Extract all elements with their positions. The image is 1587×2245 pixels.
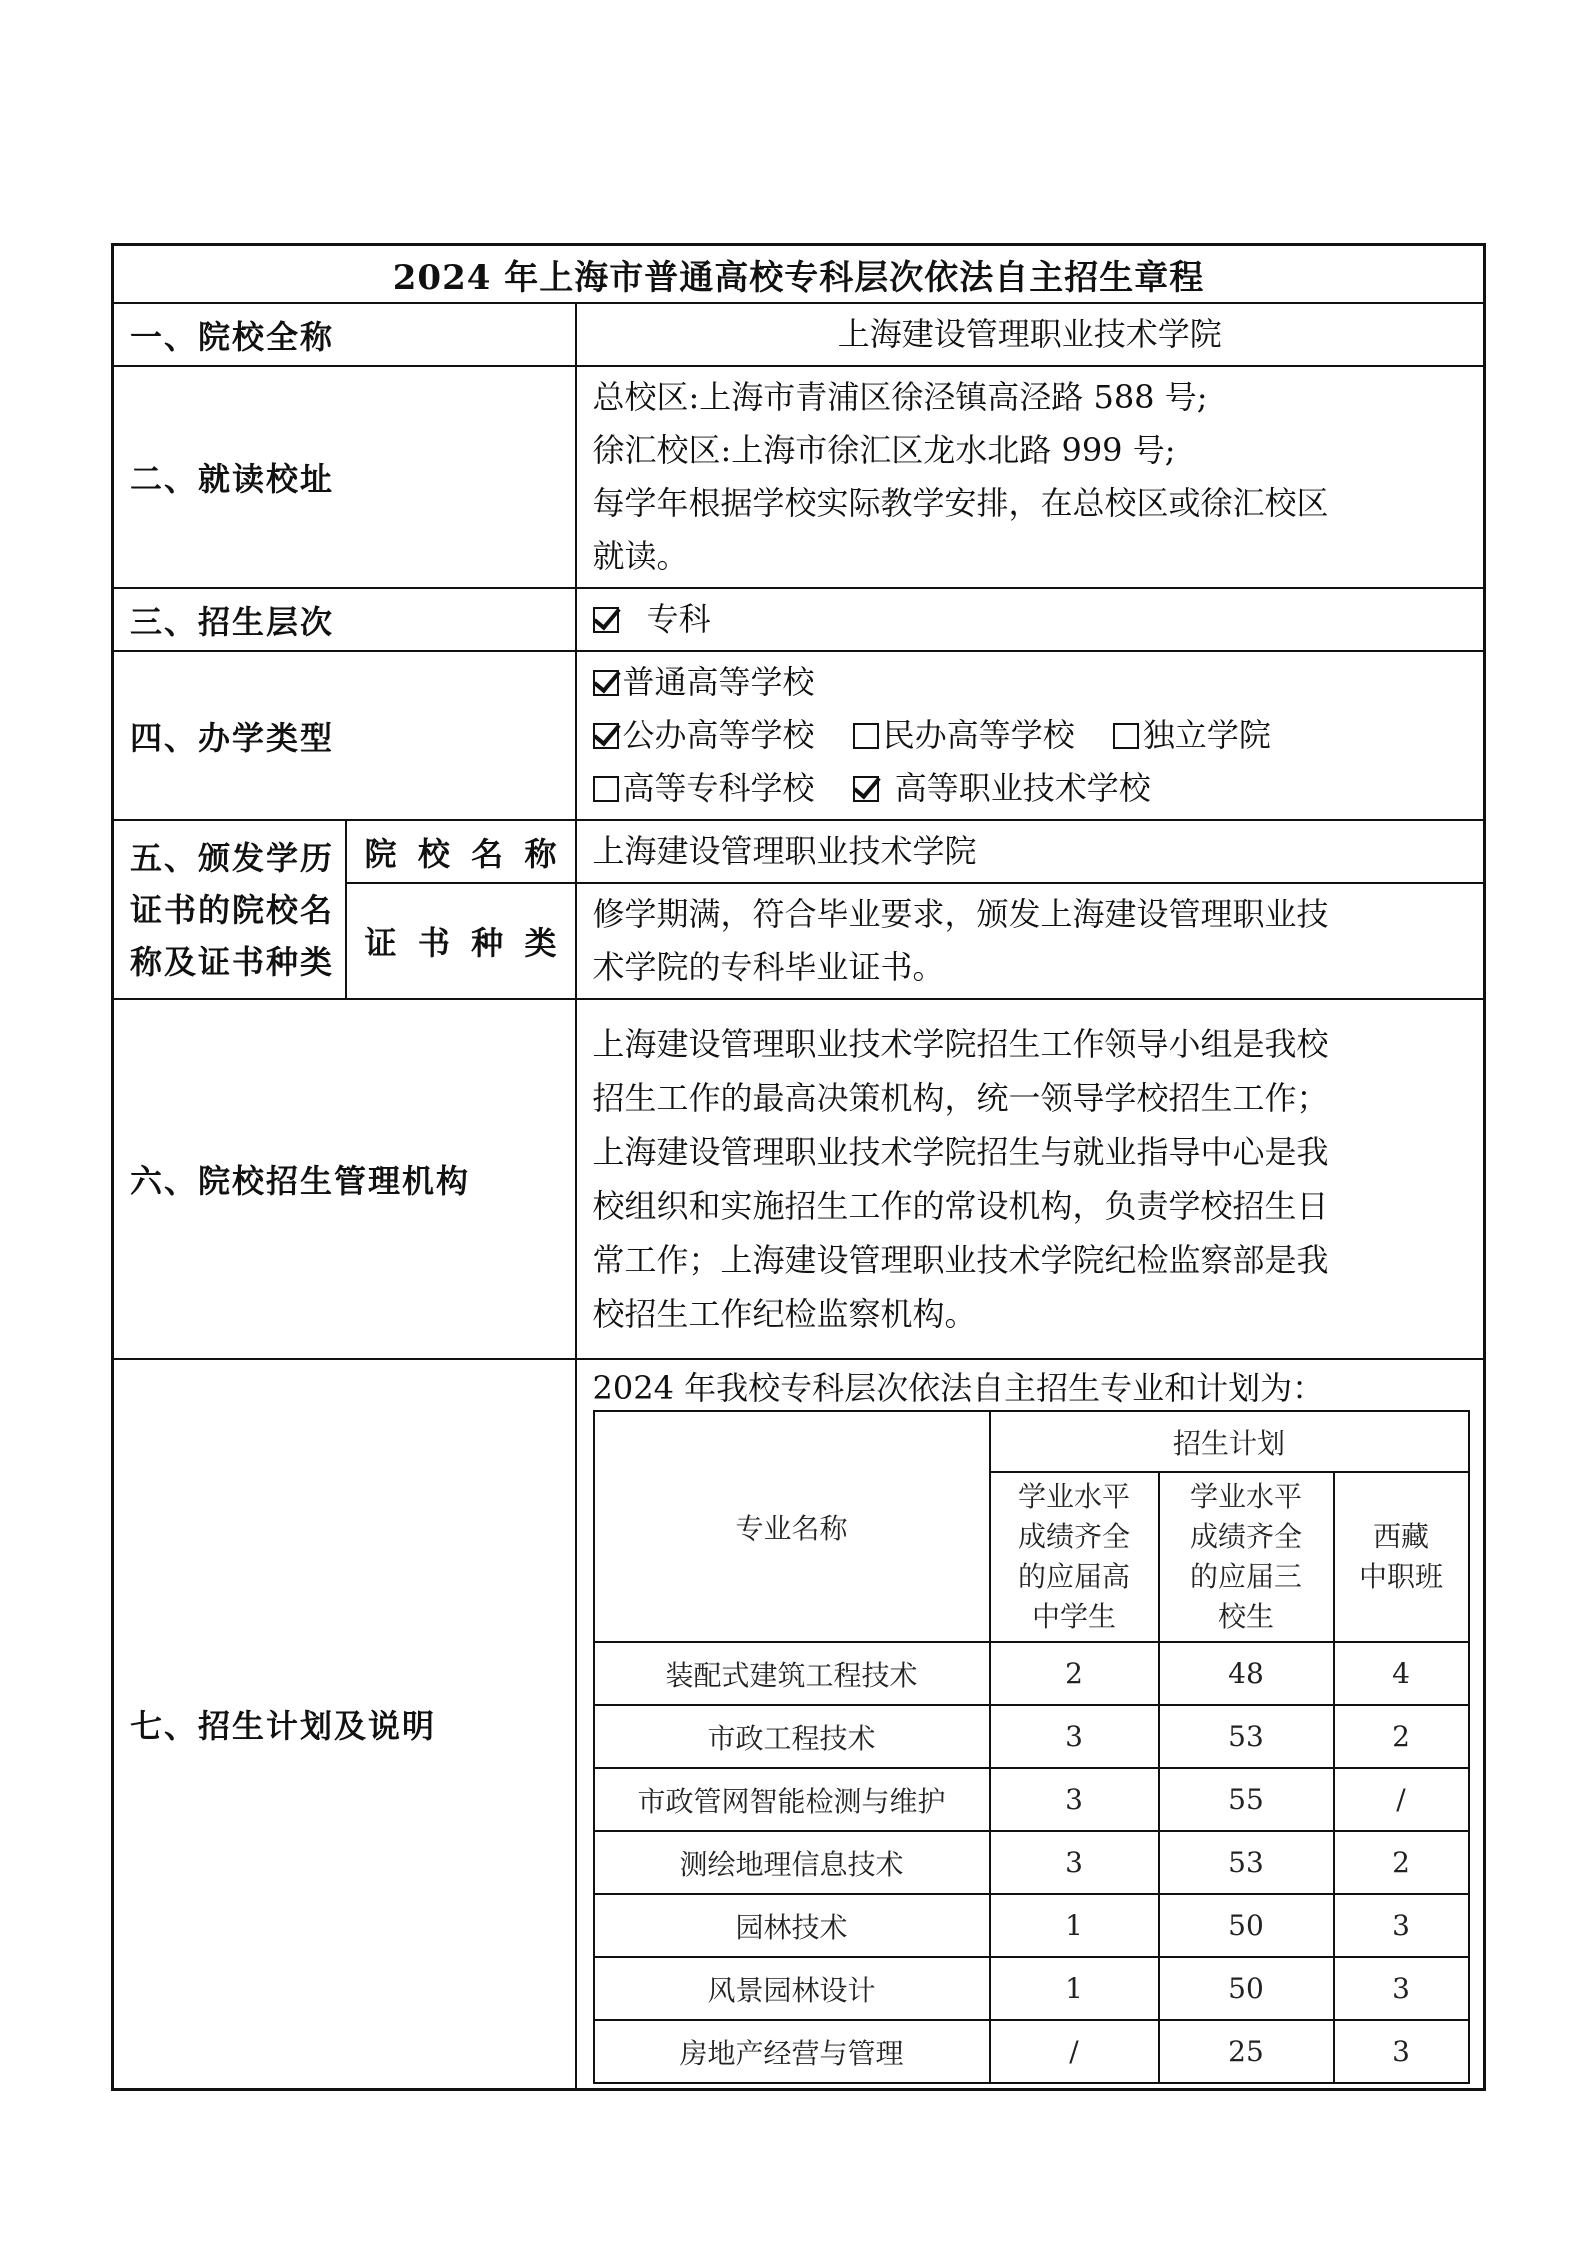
type-option: 高等职业技术学校 bbox=[894, 769, 1151, 807]
value-level bbox=[576, 588, 1485, 651]
label-certificate-type: 证书种类 bbox=[346, 883, 576, 999]
row-address bbox=[113, 366, 1485, 588]
certificate-type-line: 修学期满，符合毕业要求，颁发上海建设管理职业技 bbox=[592, 895, 1329, 933]
value-management bbox=[576, 999, 1485, 1359]
plan-value: 2 bbox=[1334, 1831, 1469, 1894]
plan-value: 25 bbox=[1159, 2020, 1334, 2083]
certificate-label-line: 证书的院校名 bbox=[130, 890, 335, 929]
row-level bbox=[113, 588, 1485, 651]
header-major: 专业名称 bbox=[594, 1411, 990, 1642]
plan-value: 48 bbox=[1159, 1642, 1334, 1705]
checkbox-checked-icon bbox=[593, 670, 619, 696]
value-certificate-type bbox=[576, 883, 1485, 999]
address-line: 徐汇校区:上海市徐汇区龙水北路 999 号; bbox=[592, 431, 1176, 469]
row-school-type bbox=[113, 651, 1485, 820]
major-name: 装配式建筑工程技术 bbox=[594, 1642, 990, 1705]
header-plan: 招生计划 bbox=[990, 1411, 1469, 1472]
management-line: 校招生工作纪检监察机构。 bbox=[592, 1295, 977, 1333]
plan-value: 1 bbox=[990, 1894, 1159, 1957]
table-row bbox=[594, 1768, 1469, 1831]
plan-value: 3 bbox=[990, 1705, 1159, 1768]
address-line: 就读。 bbox=[592, 537, 689, 575]
table-row bbox=[594, 1705, 1469, 1768]
plan-value: 2 bbox=[1334, 1705, 1469, 1768]
enrollment-plan-table bbox=[593, 1410, 1470, 2084]
label-plan: 七、招生计划及说明 bbox=[113, 1359, 576, 2089]
plan-value: 3 bbox=[990, 1831, 1159, 1894]
major-name: 测绘地理信息技术 bbox=[594, 1831, 990, 1894]
major-name: 市政管网智能检测与维护 bbox=[594, 1768, 990, 1831]
management-line: 招生工作的最高决策机构，统一领导学校招生工作； bbox=[592, 1079, 1329, 1117]
label-level: 三、招生层次 bbox=[113, 588, 576, 651]
checkbox-checked-icon bbox=[853, 776, 879, 802]
major-name: 房地产经营与管理 bbox=[594, 2020, 990, 2083]
plan-value: 50 bbox=[1159, 1957, 1334, 2020]
type-option: 独立学院 bbox=[1142, 716, 1271, 754]
table-row bbox=[594, 1894, 1469, 1957]
title-row bbox=[113, 245, 1485, 304]
type-option: 高等专科学校 bbox=[622, 769, 815, 807]
plan-value: 4 bbox=[1334, 1642, 1469, 1705]
table-row bbox=[594, 1642, 1469, 1705]
row-management bbox=[113, 999, 1485, 1359]
value-plan bbox=[576, 1359, 1485, 2089]
checkbox-checked-icon bbox=[593, 607, 619, 633]
address-line: 每学年根据学校实际教学安排，在总校区或徐汇校区 bbox=[592, 484, 1329, 522]
plan-value: 53 bbox=[1159, 1705, 1334, 1768]
major-name: 风景园林设计 bbox=[594, 1957, 990, 2020]
certificate-label-line: 称及证书种类 bbox=[130, 942, 335, 981]
label-school-name: 一、院校全称 bbox=[113, 303, 576, 366]
plan-value: 3 bbox=[1334, 1957, 1469, 2020]
label-certificate bbox=[113, 820, 346, 999]
admission-charter-table bbox=[111, 243, 1486, 2091]
level-option: 专科 bbox=[646, 600, 711, 638]
table-row bbox=[594, 1957, 1469, 2020]
type-option: 普通高等学校 bbox=[622, 663, 815, 701]
major-name: 园林技术 bbox=[594, 1894, 990, 1957]
checkbox-checked-icon bbox=[593, 723, 619, 749]
certificate-type-line: 术学院的专科毕业证书。 bbox=[592, 948, 945, 986]
value-school-name: 上海建设管理职业技术学院 bbox=[576, 303, 1485, 366]
plan-value: 55 bbox=[1159, 1768, 1334, 1831]
major-name: 市政工程技术 bbox=[594, 1705, 990, 1768]
label-management: 六、院校招生管理机构 bbox=[113, 999, 576, 1359]
management-line: 上海建设管理职业技术学院招生与就业指导中心是我 bbox=[592, 1133, 1329, 1171]
row-certificate-school bbox=[113, 820, 1485, 883]
plan-value: / bbox=[1334, 1768, 1469, 1831]
header-col-tibet: 西藏 中职班 bbox=[1334, 1472, 1469, 1642]
plan-value: 53 bbox=[1159, 1831, 1334, 1894]
label-school-type: 四、办学类型 bbox=[113, 651, 576, 820]
management-line: 上海建设管理职业技术学院招生工作领导小组是我校 bbox=[592, 1025, 1329, 1063]
header-col-vocational: 学业水平 成绩齐全 的应届三 校生 bbox=[1159, 1472, 1334, 1642]
table-row bbox=[594, 1831, 1469, 1894]
label-certificate-school: 院校名称 bbox=[346, 820, 576, 883]
header-col-high-school: 学业水平 成绩齐全 的应届高 中学生 bbox=[990, 1472, 1159, 1642]
management-line: 校组织和实施招生工作的常设机构，负责学校招生日 bbox=[592, 1187, 1329, 1225]
address-line: 总校区:上海市青浦区徐泾镇高泾路 588 号; bbox=[592, 378, 1208, 416]
type-option: 民办高等学校 bbox=[882, 716, 1075, 754]
document-page bbox=[111, 243, 1483, 2091]
plan-value: / bbox=[990, 2020, 1159, 2083]
checkbox-empty-icon bbox=[1113, 723, 1139, 749]
row-plan bbox=[113, 1359, 1485, 2089]
checkbox-empty-icon bbox=[593, 776, 619, 802]
type-option: 公办高等学校 bbox=[622, 716, 815, 754]
management-line: 常工作；上海建设管理职业技术学院纪检监察部是我 bbox=[592, 1241, 1329, 1279]
plan-value: 1 bbox=[990, 1957, 1159, 2020]
plan-value: 2 bbox=[990, 1642, 1159, 1705]
plan-value: 3 bbox=[990, 1768, 1159, 1831]
plan-value: 50 bbox=[1159, 1894, 1334, 1957]
checkbox-empty-icon bbox=[853, 723, 879, 749]
value-school-type bbox=[576, 651, 1485, 820]
certificate-label-line: 五、颁发学历 bbox=[130, 838, 335, 877]
value-address bbox=[576, 366, 1485, 588]
plan-value: 3 bbox=[1334, 2020, 1469, 2083]
table-row bbox=[594, 2020, 1469, 2083]
plan-intro: 2024 年我校专科层次依法自主招生专业和计划为： bbox=[592, 1369, 1325, 1407]
plan-value: 3 bbox=[1334, 1894, 1469, 1957]
label-address: 二、就读校址 bbox=[113, 366, 576, 588]
document-title: 2024 年上海市普通高校专科层次依法自主招生章程 bbox=[113, 245, 1485, 304]
row-school-name bbox=[113, 303, 1485, 366]
value-certificate-school: 上海建设管理职业技术学院 bbox=[576, 820, 1485, 883]
